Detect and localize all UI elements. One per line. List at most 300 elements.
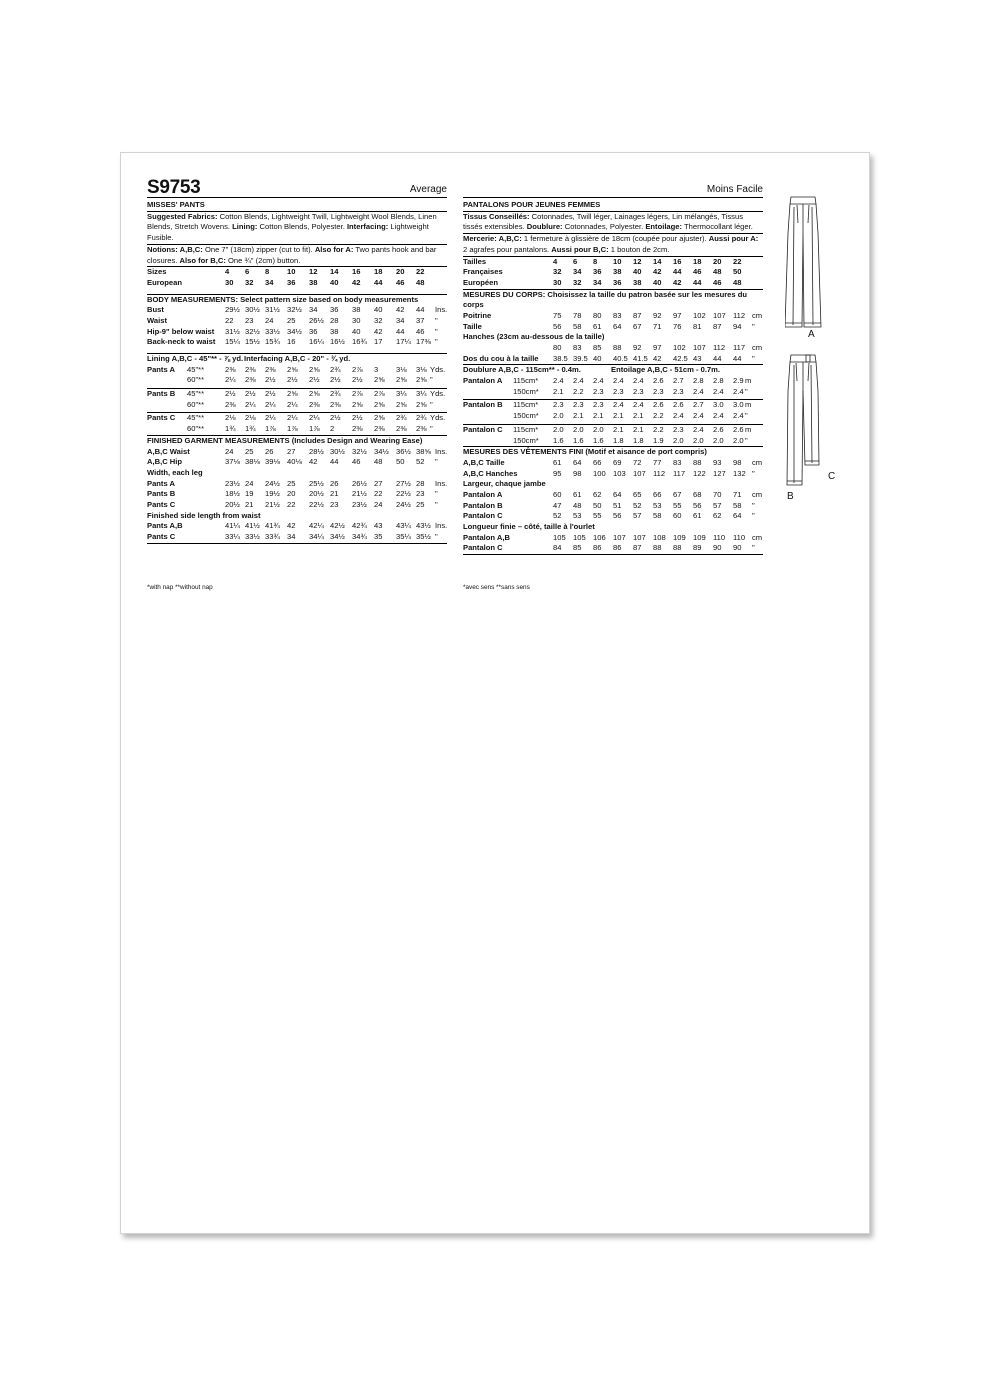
- yardage-cell: 2¼: [309, 413, 320, 423]
- finished-measurement-row: [147, 489, 447, 500]
- table-cell: 64: [613, 490, 622, 499]
- table-cell: 32: [374, 315, 383, 325]
- yardage-cell: 2⅜: [245, 364, 256, 374]
- table-cell: 21½: [265, 500, 280, 509]
- table-cell: 56: [613, 511, 622, 521]
- row-label: Pants C: [147, 500, 176, 509]
- finished-measurement-row: [147, 479, 447, 490]
- table-cell: 112: [653, 468, 666, 478]
- table-cell: 28: [330, 315, 339, 325]
- yardage-cell: 2⅝: [396, 375, 407, 385]
- table-cell: 25: [416, 500, 425, 509]
- table-cell: 53: [653, 500, 662, 510]
- table-cell: 83: [613, 310, 622, 320]
- yardage-cell: 2.9: [733, 376, 744, 386]
- yardage-cell: 1¾: [225, 424, 236, 434]
- table-cell: 93: [713, 457, 722, 467]
- table-cell: 43½: [416, 521, 431, 531]
- table-cell: 110: [713, 532, 726, 542]
- finished-measurement-row: [147, 511, 447, 522]
- table-cell: 64: [733, 511, 742, 521]
- yardage-cell: 1⅞: [265, 424, 276, 434]
- yardage-cell: 2⅝: [374, 413, 385, 423]
- yardage-cell: 150cm*: [513, 386, 539, 396]
- view-a-sketch: [785, 193, 825, 331]
- table-cell: 32: [553, 267, 562, 277]
- notions: [147, 244, 447, 266]
- table-cell: 44: [693, 277, 702, 287]
- yardage-cell: m: [745, 376, 752, 386]
- table-cell: 12: [633, 256, 642, 266]
- yardage-cell: 2.4: [633, 400, 644, 410]
- row-label: Tailles: [463, 256, 487, 266]
- table-cell: 6: [573, 256, 578, 266]
- table-cell: 109: [673, 532, 686, 542]
- yardage-cell: 1.6: [553, 435, 564, 445]
- table-cell: 50: [396, 457, 405, 467]
- yardage-label: Pants A: [147, 364, 175, 374]
- yardage-cell: 2.4: [733, 411, 744, 421]
- table-cell: 81: [693, 321, 702, 331]
- yardage-cell: 2.3: [673, 386, 684, 396]
- yardage-cell: 60"**: [187, 399, 205, 409]
- yardage-cell: 2.1: [573, 411, 584, 421]
- yardage-cell: 2⅛: [245, 413, 256, 423]
- table-cell: 105: [553, 532, 566, 542]
- table-cell: Ins.: [435, 521, 448, 531]
- lining-interfacing-row-fr: [463, 364, 763, 376]
- table-cell: 61: [693, 511, 702, 521]
- table-cell: 44: [330, 457, 339, 467]
- yardage-cell: 2.6: [733, 424, 744, 434]
- size-table: [147, 266, 447, 288]
- row-label: Longueur finie – côté, taille à l'ourlet: [463, 522, 595, 532]
- table-cell: 40: [633, 267, 642, 277]
- table-cell: 58: [653, 511, 662, 521]
- table-cell: 122: [693, 468, 706, 478]
- table-cell: cm: [752, 532, 763, 542]
- table-cell: 39⅛: [265, 457, 280, 467]
- table-cell: 40.5: [613, 353, 628, 363]
- table-cell: 25: [245, 446, 254, 456]
- body-measurements-title-fr: MESURES DU CORPS: Choisissez la taille du patron basée sur les mesures du corps: [463, 289, 763, 311]
- yardage-cell: 2⅝: [352, 399, 363, 409]
- table-cell: 55: [593, 511, 602, 521]
- row-label: Width, each leg: [147, 467, 203, 477]
- english-header: [147, 177, 447, 198]
- table-cell: 62: [713, 511, 722, 521]
- table-cell: 34: [265, 277, 274, 287]
- finished-measurement-row: [147, 521, 447, 532]
- table-cell: 48: [733, 277, 742, 287]
- yardage-cell: 2½: [309, 375, 320, 385]
- table-cell: cm: [752, 490, 763, 499]
- table-cell: 24: [225, 446, 234, 456]
- table-cell: 41¼: [225, 521, 240, 531]
- yardage-cell: 2.0: [673, 435, 684, 445]
- yardage-cell: 2.4: [613, 376, 624, 386]
- yardage-cell: 3⅛: [416, 364, 427, 374]
- table-cell: ": [435, 337, 438, 347]
- yardage-cell: 2.4: [633, 376, 644, 386]
- yardage-cell: 2¾: [396, 413, 407, 423]
- table-cell: 25: [287, 478, 296, 488]
- row-label: Taille: [463, 321, 482, 331]
- interfacing-yardage: Interfacing A,B,C - 20" - ¾ yd.: [244, 354, 351, 364]
- yardage-cell: 2½: [265, 375, 276, 385]
- yardage-cell: 2⅝: [309, 364, 320, 374]
- en-notions-label-0: Notions: A,B,C:: [147, 244, 203, 254]
- yardage-cell: 2.3: [593, 400, 604, 410]
- yardage-cell: 2.3: [613, 386, 624, 396]
- row-label: A,B,C Hanches: [463, 468, 518, 478]
- table-cell: 38: [633, 277, 642, 287]
- yardage-cell: 2.1: [633, 424, 644, 434]
- yardage-cell: 2⅜: [330, 399, 341, 409]
- yardage-row: [463, 411, 763, 422]
- table-cell: 36: [593, 267, 602, 277]
- table-cell: 42.5: [673, 353, 688, 363]
- yardage-cell: 2¾: [416, 413, 427, 423]
- table-cell: 112: [733, 310, 746, 320]
- suggested-fabrics: [147, 211, 447, 244]
- table-cell: 38: [309, 277, 318, 287]
- yardage-cell: 2⅝: [287, 389, 298, 399]
- yardage-cell: 1.8: [633, 435, 644, 445]
- finished-measurements-title: FINISHED GARMENT MEASUREMENTS (Includes Design and Wearing Ease): [147, 435, 447, 447]
- en-notions-label-2: Also for B,C:: [179, 255, 226, 265]
- table-cell: 98: [573, 468, 582, 478]
- table-cell: 102: [673, 343, 686, 353]
- yardage-cell: m: [745, 424, 752, 434]
- yardage-cell: 2.7: [693, 400, 704, 410]
- footnote-fr: *avec sens **sans sens: [463, 584, 530, 591]
- yardage-cell: Yds.: [430, 413, 446, 423]
- table-cell: 107: [633, 468, 646, 478]
- table-cell: 64: [613, 321, 622, 331]
- table-cell: 50: [593, 500, 602, 510]
- row-label: Pantalon A,B: [463, 532, 510, 542]
- table-cell: 34: [309, 305, 318, 315]
- yardage-cell: 2.6: [673, 400, 684, 410]
- table-cell: 35: [374, 532, 383, 542]
- yardage-cell: 115cm*: [513, 424, 539, 434]
- table-cell: 43: [693, 353, 702, 363]
- table-cell: 10: [287, 267, 296, 277]
- table-cell: 20: [396, 267, 405, 277]
- table-cell: 87: [633, 543, 642, 553]
- table-cell: 16¾: [352, 337, 367, 347]
- table-cell: 60: [673, 511, 682, 521]
- yardage-label: Pantalon B: [463, 400, 503, 410]
- table-cell: 88: [613, 343, 622, 353]
- table-cell: 19½: [265, 489, 280, 499]
- wide-leg-pants-drawing: [785, 193, 825, 331]
- table-cell: 75: [553, 310, 562, 320]
- yardage-cell: 2.1: [553, 386, 564, 396]
- table-cell: 16: [673, 256, 682, 266]
- row-label: Hip-9" below waist: [147, 326, 215, 336]
- table-cell: 117: [673, 468, 686, 478]
- yardage-label: Pants C: [147, 413, 176, 423]
- table-cell: 85: [573, 543, 582, 553]
- table-cell: 85: [593, 343, 602, 353]
- table-cell: 27½: [396, 478, 411, 488]
- table-cell: 40: [330, 277, 339, 287]
- yardage-cell: 2.4: [673, 411, 684, 421]
- finished-measurements-table: [147, 447, 447, 543]
- yardage-cell: 2½: [352, 413, 363, 423]
- size-row: [147, 278, 447, 289]
- table-cell: 22: [225, 315, 234, 325]
- table-cell: 16: [352, 267, 361, 277]
- yardage-cell: 2.2: [653, 411, 664, 421]
- table-cell: 18: [374, 267, 383, 277]
- table-cell: 34¼: [309, 532, 324, 542]
- yardage-cell: 2.0: [713, 435, 724, 445]
- yardage-cell: 115cm*: [513, 376, 539, 386]
- yardage-row: [463, 424, 763, 436]
- table-cell: ": [435, 489, 438, 499]
- yardage-cell: 2.3: [673, 424, 684, 434]
- yardage-cell: 2.1: [633, 411, 644, 421]
- table-cell: 107: [693, 343, 706, 353]
- size-row: [463, 267, 763, 278]
- yardage-cell: 2¼: [225, 375, 236, 385]
- yardage-cell: 45"**: [187, 389, 205, 399]
- pattern-code: S9753: [147, 177, 201, 198]
- en-fabrics-label-1: Lining:: [232, 222, 258, 232]
- yardage-cell: 1⅞: [309, 424, 320, 434]
- yardage-cell: 1⅞: [287, 424, 298, 434]
- table-cell: 23: [245, 315, 254, 325]
- table-cell: 42: [653, 267, 662, 277]
- interfacing-yardage-fr: Entoilage A,B,C - 51cm - 0.7m.: [611, 365, 721, 375]
- yardage-cell: 2¼: [287, 413, 298, 423]
- size-table-fr: [463, 256, 763, 289]
- table-cell: 46: [396, 277, 405, 287]
- table-cell: 17¼: [396, 337, 411, 347]
- finished-measurement-row: [147, 457, 447, 468]
- table-cell: 15¼: [225, 337, 240, 347]
- table-cell: 42: [673, 277, 682, 287]
- suggested-fabrics-fr: [463, 211, 763, 233]
- yardage-row: [147, 424, 447, 435]
- table-cell: 25: [287, 315, 296, 325]
- lining-yardage-fr: Doublure A,B,C - 115cm** - 0.4m.: [463, 365, 581, 375]
- yardage-cell: 1.9: [653, 435, 664, 445]
- yardage-cell: 2.1: [613, 411, 624, 421]
- table-cell: 90: [733, 543, 742, 553]
- row-label: Waist: [147, 315, 167, 325]
- yardage-cell: 2.0: [733, 435, 744, 445]
- yardage-cell: 2.0: [693, 435, 704, 445]
- finished-measurement-row: [147, 500, 447, 511]
- table-cell: 32½: [352, 446, 367, 456]
- table-cell: 42: [653, 353, 662, 363]
- row-label: Pants A,B: [147, 521, 183, 531]
- yardage-cell: 2½: [245, 389, 256, 399]
- yardage-cell: 2.3: [653, 386, 664, 396]
- yardage-cell: 2.4: [593, 376, 604, 386]
- yardage-cell: 2¼: [287, 399, 298, 409]
- yardage-cell: 2.3: [553, 400, 564, 410]
- yardage-cell: 2.0: [573, 424, 584, 434]
- table-cell: ": [435, 457, 438, 467]
- table-cell: 34½: [374, 446, 389, 456]
- yardage-cell: 2¼: [265, 399, 276, 409]
- table-cell: cm: [752, 343, 763, 353]
- yardage-cell: 1.6: [573, 435, 584, 445]
- table-cell: 44: [713, 353, 722, 363]
- table-cell: 35¼: [396, 532, 411, 542]
- yardage-row: [147, 412, 447, 424]
- yardage-row: [463, 399, 763, 411]
- table-cell: 43: [374, 521, 383, 531]
- yardage-cell: 2.1: [593, 411, 604, 421]
- table-cell: 48: [416, 277, 425, 287]
- table-cell: 89: [693, 543, 702, 553]
- table-cell: 56: [693, 500, 702, 510]
- yardage-cell: 2.3: [633, 386, 644, 396]
- table-cell: 47: [553, 500, 562, 510]
- finished-measurement-row: [463, 458, 763, 469]
- table-cell: 44: [673, 267, 682, 277]
- difficulty-level: Average: [409, 184, 447, 195]
- table-cell: 58: [573, 321, 582, 331]
- table-cell: 33¼: [225, 532, 240, 542]
- finished-measurement-row: [463, 543, 763, 554]
- table-cell: 21½: [352, 489, 367, 499]
- table-cell: 46: [352, 457, 361, 467]
- table-cell: 18: [693, 256, 702, 266]
- finished-measurement-row: [463, 522, 763, 533]
- yardage-cell: 3: [374, 364, 379, 374]
- table-cell: 37: [416, 315, 425, 325]
- straight-pants-drawing: [785, 351, 835, 489]
- notions-fr: [463, 233, 763, 255]
- table-cell: 88: [653, 543, 662, 553]
- garment-title-fr: PANTALONS POUR JEUNES FEMMES: [463, 200, 601, 209]
- yardage-cell: 2⅛: [225, 413, 236, 423]
- table-cell: 32: [573, 277, 582, 287]
- table-cell: 42: [287, 521, 296, 531]
- table-cell: 20½: [309, 489, 324, 499]
- yardage-cell: 2.4: [573, 376, 584, 386]
- table-cell: 15¾: [265, 337, 280, 347]
- english-body: [147, 200, 447, 548]
- table-cell: 41½: [245, 521, 260, 531]
- en-notions-text-2: One ¾" (2cm) button.: [225, 255, 301, 265]
- yardage-cell: 2.6: [653, 376, 664, 386]
- table-cell: 22: [287, 500, 296, 509]
- yardage-cell: 115cm*: [513, 400, 539, 410]
- table-cell: 24: [265, 315, 274, 325]
- table-cell: 112: [713, 343, 726, 353]
- row-label: Poitrine: [463, 310, 492, 320]
- yardage-cell: 2⅜: [265, 364, 276, 374]
- table-cell: 6: [245, 267, 250, 277]
- footnote: *with nap **without nap: [147, 584, 213, 591]
- table-cell: 35½: [416, 532, 431, 542]
- row-label: Pants B: [147, 489, 176, 499]
- fr-fabrics-label-2: Entoilage:: [645, 222, 683, 232]
- yardage-cell: ": [430, 375, 433, 385]
- table-cell: 42½: [330, 521, 345, 531]
- yardage-cell: 2⅜: [225, 364, 236, 374]
- table-cell: 70: [713, 490, 722, 499]
- table-cell: 65: [633, 490, 642, 499]
- row-label: Pantalon C: [463, 511, 503, 521]
- table-cell: 26½: [352, 478, 367, 488]
- table-cell: 61: [553, 457, 562, 467]
- yardage-cell: 1.6: [593, 435, 604, 445]
- yardage-row: [463, 376, 763, 387]
- yardage-cell: 3¼: [396, 389, 407, 399]
- table-cell: Ins.: [435, 446, 448, 456]
- table-cell: 64: [573, 457, 582, 467]
- yardage-cell: 2.8: [713, 376, 724, 386]
- table-cell: 36: [309, 326, 318, 336]
- fr-fabrics-text-1: Cotonnades, Polyester.: [562, 222, 646, 232]
- table-cell: 107: [713, 310, 726, 320]
- table-cell: 28: [416, 478, 425, 488]
- en-notions-label-1: Also for A:: [314, 244, 354, 254]
- lining-interfacing-row: [147, 353, 447, 365]
- table-cell: 4: [225, 267, 230, 277]
- table-cell: 20: [713, 256, 722, 266]
- table-cell: 26: [265, 446, 274, 456]
- yardage-cell: 2⅞: [374, 389, 385, 399]
- pattern-envelope-back: [120, 152, 870, 1234]
- view-c-label: C: [828, 471, 836, 482]
- table-cell: 34½: [330, 532, 345, 542]
- yardage-row: [147, 375, 447, 386]
- table-cell: 8: [593, 256, 598, 266]
- table-cell: 41¾: [265, 521, 280, 531]
- body-measurement-row: [463, 354, 763, 365]
- table-cell: 100: [593, 468, 606, 478]
- yardage-cell: 2.0: [553, 424, 564, 434]
- body-measurements-table-fr: [463, 311, 763, 364]
- table-cell: 52: [553, 511, 562, 521]
- body-measurement-row: [147, 305, 447, 316]
- finished-measurement-row: [147, 447, 447, 458]
- table-cell: 53: [573, 511, 582, 521]
- en-fabrics-text-0: Cotton Blends, Lightweight Twill, Lightweight Wool Blends, Linen Blends, Stretch Wovens.: [147, 211, 437, 232]
- row-label: Dos du cou à la taille: [463, 353, 539, 363]
- table-cell: 92: [633, 343, 642, 353]
- view-b-label: B: [787, 491, 794, 502]
- row-label: Pants A: [147, 478, 175, 488]
- table-cell: 71: [733, 490, 742, 499]
- yardage-cell: 2⅝: [374, 375, 385, 385]
- table-cell: 30: [553, 277, 562, 287]
- yardage-cell: 2⅜: [245, 375, 256, 385]
- yardage-cell: 2⅝: [309, 389, 320, 399]
- yardage-cell: 2.3: [573, 400, 584, 410]
- table-cell: 30: [225, 277, 234, 287]
- yardage-cell: 2.0: [593, 424, 604, 434]
- row-label: Françaises: [463, 267, 503, 277]
- table-cell: 44: [396, 326, 405, 336]
- yardage-label: Pantalon C: [463, 424, 503, 434]
- row-label: Pants C: [147, 532, 176, 542]
- table-cell: 51: [613, 500, 622, 510]
- table-cell: 94: [733, 321, 742, 331]
- table-cell: 36½: [396, 446, 411, 456]
- yardage-cell: 60"**: [187, 424, 205, 434]
